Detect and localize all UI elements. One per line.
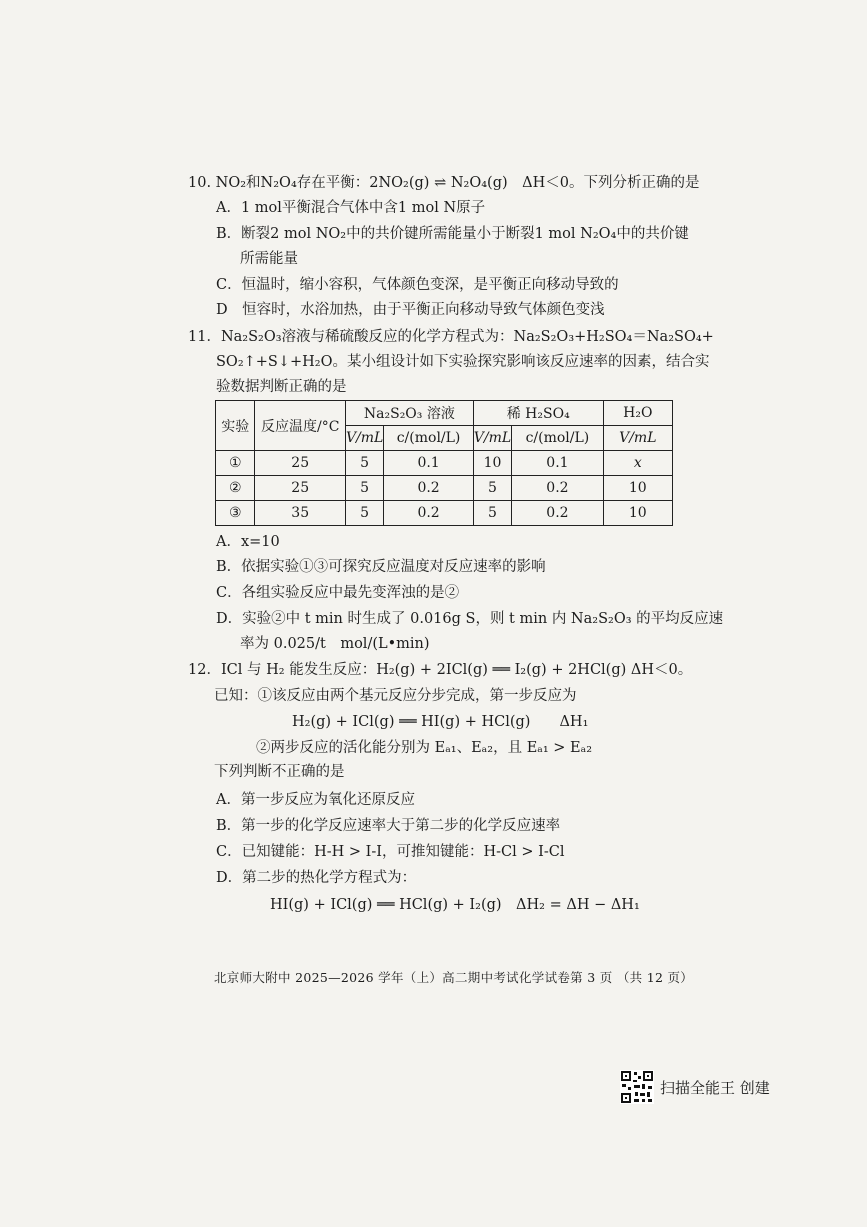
q12-known-1: 已知：①该反应由两个基元反应分步完成，第一步反应为 (214, 688, 577, 704)
table-cell: 5 (473, 501, 511, 526)
table-cell: 10 (473, 451, 511, 476)
header-water: H₂O (603, 401, 672, 426)
scanner-label: 扫描全能王 创建 (660, 1078, 770, 1097)
q12-option-b: B．第一步的化学反应速率大于第二步的化学反应速率 (216, 818, 561, 834)
header-h2so4: 稀 H₂SO₄ (473, 401, 603, 426)
page-footer: 北京师大附中 2025—2026 学年（上）高二期中考试化学试卷第 3 页 （共 12 页） (214, 970, 694, 985)
q12-option-a: A．第一步反应为氧化还原反应 (216, 792, 415, 808)
table-cell: 0.1 (512, 451, 603, 476)
subheader-concentration: c/(mol/L) (384, 426, 473, 451)
table-row (216, 451, 673, 476)
q12-equation-step2: HI(g) + ICl(g) ══ HCl(g) + I₂(g) ΔH₂ = ΔH − ΔH₁ (270, 897, 640, 913)
q10-option-d: D 恒容时，水浴加热，由于平衡正向移动导致气体颜色变浅 (216, 302, 605, 318)
q11-option-d-line2: 率为 0.025/t mol/(L•min) (240, 636, 430, 652)
table-cell: 5 (345, 501, 383, 526)
table-cell: 5 (473, 476, 511, 501)
table-row (216, 501, 673, 526)
q10-option-b-line2: 所需能量 (240, 251, 298, 267)
experiment-table (215, 400, 673, 526)
q11-option-d-line1: D．实验②中 t min 时生成了 0.016g S，则 t min 内 Na₂S₂O₃ 的平均反应速 (216, 611, 724, 627)
q11-stem-line1: 11．Na₂S₂O₃溶液与稀硫酸反应的化学方程式为：Na₂S₂O₃+H₂SO₄＝Na₂SO₄+ (188, 329, 714, 345)
table-cell: 0.2 (384, 476, 473, 501)
table-cell: 0.2 (512, 476, 603, 501)
qr-code-icon (620, 1070, 654, 1104)
q12-equation-step1: H₂(g) + ICl(g) ══ HI(g) + HCl(g) ΔH₁ (292, 714, 589, 730)
q12-question: 下列判断不正确的是 (214, 764, 345, 780)
q10-option-a: A．1 mol平衡混合气体中含1 mol N原子 (216, 200, 486, 216)
subheader-volume: V/mL (473, 426, 511, 451)
header-temperature: 反应温度/°C (255, 401, 345, 451)
table-cell: 35 (255, 501, 345, 526)
q10-option-b-line1: B．断裂2 mol NO₂中的共价键所需能量小于断裂1 mol N₂O₄中的共价键 (216, 226, 689, 242)
q10-option-c: C．恒温时，缩小容积，气体颜色变深，是平衡正向移动导致的 (216, 277, 619, 293)
q12-option-c: C．已知键能：H-H > I-I，可推知键能：H-Cl > I-Cl (216, 844, 565, 860)
q12-stem: 12．ICl 与 H₂ 能发生反应：H₂(g) + 2ICl(g) ══ I₂(g) + 2HCl(g) ΔH＜0。 (188, 662, 693, 678)
table-cell: ③ (216, 501, 255, 526)
table-cell: 5 (345, 476, 383, 501)
q11-stem-line2: SO₂↑+S↓+H₂O。某小组设计如下实验探究影响该反应速率的因素，结合实 (216, 354, 710, 370)
scanner-watermark (620, 1070, 770, 1104)
q12-known-2: ②两步反应的活化能分别为 Eₐ₁、Eₐ₂，且 Eₐ₁ > Eₐ₂ (256, 740, 593, 756)
table-cell: 25 (255, 476, 345, 501)
q11-option-a: A．x=10 (216, 534, 280, 550)
subheader-concentration: c/(mol/L) (512, 426, 603, 451)
table-cell: x (603, 451, 672, 476)
table-cell: 0.1 (384, 451, 473, 476)
table-cell: ① (216, 451, 255, 476)
q11-option-c: C．各组实验反应中最先变浑浊的是② (216, 585, 460, 601)
table-row (216, 476, 673, 501)
header-na2s2o3: Na₂S₂O₃ 溶液 (345, 401, 473, 426)
q10-stem: 10. NO₂和N₂O₄存在平衡：2NO₂(g) ⇌ N₂O₄(g) ΔH＜0。下列分析正确的是 (188, 175, 700, 191)
q11-stem-line3: 验数据判断正确的是 (216, 379, 347, 395)
q12-option-d: D．第二步的热化学方程式为： (216, 870, 417, 886)
table-cell: ② (216, 476, 255, 501)
subheader-volume: V/mL (603, 426, 672, 451)
table-cell: 25 (255, 451, 345, 476)
table-cell: 0.2 (512, 501, 603, 526)
table-cell: 10 (603, 501, 672, 526)
table-cell: 5 (345, 451, 383, 476)
subheader-volume: V/mL (345, 426, 383, 451)
header-experiment: 实验 (216, 401, 255, 451)
table-cell: 0.2 (384, 501, 473, 526)
table-cell: 10 (603, 476, 672, 501)
q11-option-b: B．依据实验①③可探究反应温度对反应速率的影响 (216, 559, 546, 575)
